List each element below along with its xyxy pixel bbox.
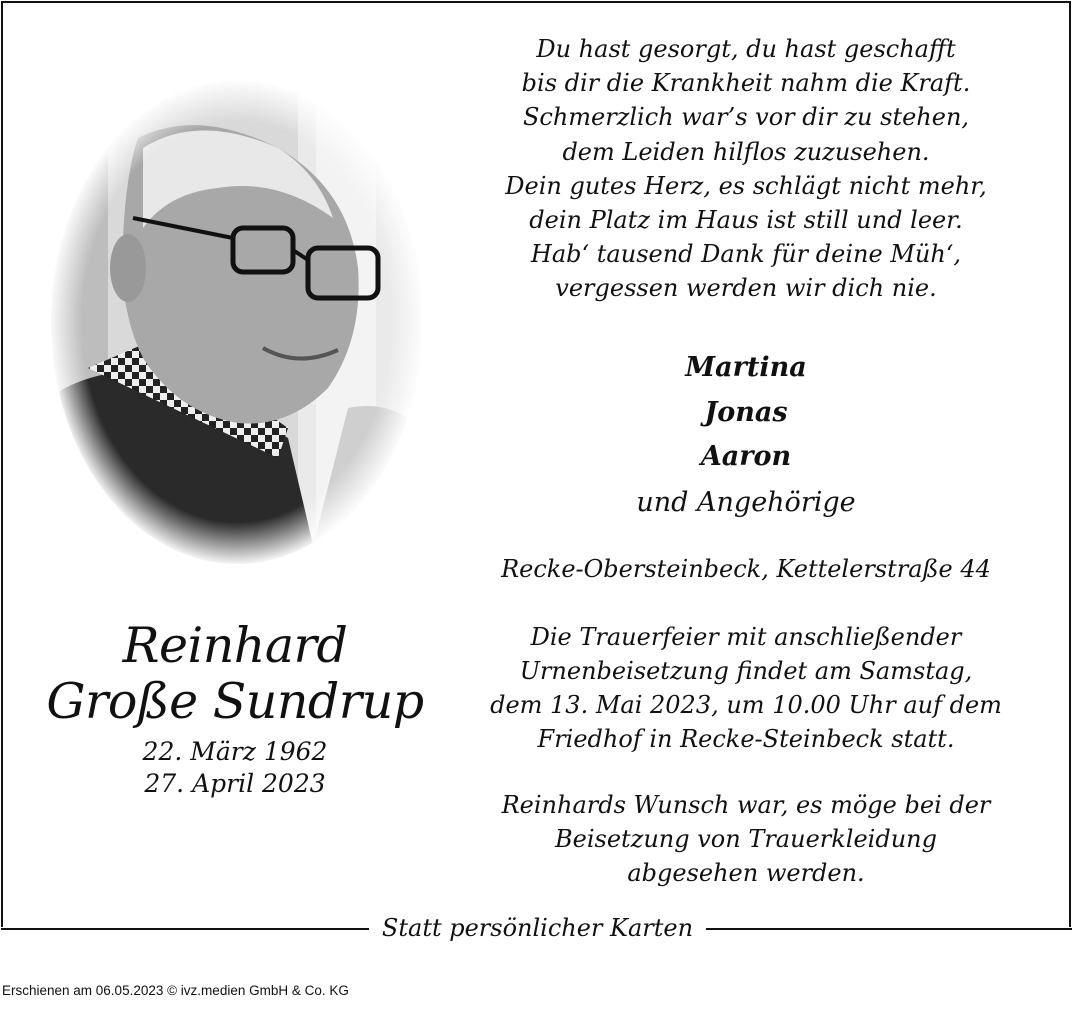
poem-line: vergessen werden wir dich nie.: [555, 274, 937, 303]
wish-line: abgesehen werden.: [627, 859, 865, 887]
deceased-first-name: Reinhard: [122, 617, 348, 674]
birth-date: 22. März 1962: [142, 737, 328, 766]
poem-line: Hab‘ tausend Dank für deine Müh‘,: [530, 240, 962, 269]
family-member-name: Martina: [685, 352, 807, 383]
wish-line: Reinhards Wunsch war, es möge bei der: [501, 791, 991, 819]
life-dates: [20, 736, 450, 800]
ceremony-line: Friedhof in Recke-Steinbeck statt.: [537, 725, 955, 753]
ceremony-line: Die Trauerfeier mit anschließender: [530, 623, 962, 651]
portrait-photo: [48, 78, 426, 566]
wish-line: Beisetzung von Trauerkleidung: [555, 825, 937, 853]
footer-caption: Statt persönlicher Karten: [381, 914, 694, 942]
poem: [480, 32, 1012, 306]
deceased-block: [20, 618, 450, 800]
family-member-name: Aaron: [700, 441, 792, 472]
death-date: 27. April 2023: [144, 769, 326, 798]
footer-rule-right: [706, 928, 1072, 930]
ceremony-info: [480, 620, 1012, 756]
poem-line: Dein gutes Herz, es schlägt nicht mehr,: [505, 171, 987, 200]
deceased-last-name: Große Sundrup: [46, 673, 424, 730]
family-relatives: und Angehörige: [636, 486, 856, 518]
poem-line: Schmerzlich war’s vor dir zu stehen,: [522, 103, 970, 132]
poem-line: bis dir die Krankheit nahm die Kraft.: [521, 69, 971, 98]
poem-line: dem Leiden hilflos zuzusehen.: [562, 137, 930, 166]
address: Recke-Obersteinbeck, Kettelerstraße 44: [501, 555, 991, 583]
ceremony-line: dem 13. Mai 2023, um 10.00 Uhr auf dem: [490, 691, 1002, 719]
poem-line: dein Platz im Haus ist still und leer.: [529, 206, 963, 235]
poem-line: Du hast gesorgt, du hast geschafft: [536, 35, 956, 63]
wish-note: [480, 788, 1012, 890]
family-member-name: Jonas: [704, 396, 788, 428]
family-signature: [480, 346, 1012, 526]
footer-rule-left: [1, 928, 369, 930]
publication-credit: Erschienen am 06.05.2023 © ivz.medien GmbH & Co. KG: [2, 983, 349, 998]
ceremony-line: Urnenbeisetzung findet am Samstag,: [519, 657, 973, 685]
